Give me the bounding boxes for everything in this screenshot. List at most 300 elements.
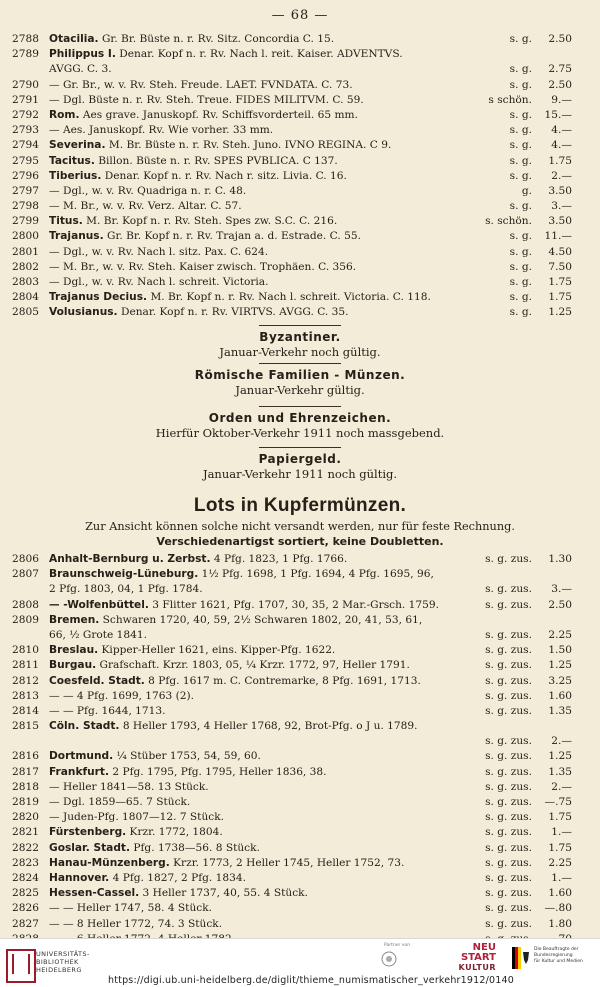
entry-description: — Juden-Pfg. 1807—12. 7 Stück. xyxy=(49,811,224,824)
entry-price: 2.50 xyxy=(548,598,572,611)
section-subtitle: Hierfür Oktober-Verkehr 1911 noch massgebend. xyxy=(155,426,445,440)
entry-quality: s. g. xyxy=(509,306,532,319)
entry-text xyxy=(49,229,482,244)
section-subtitle: Januar-Verkehr 1911 noch gültig. xyxy=(202,467,398,481)
catalog-entry xyxy=(12,138,572,153)
entry-description: 4 Pfg. 1823, 1 Pfg. 1766. xyxy=(213,553,348,565)
entry-quality: s. g. zus. xyxy=(485,659,532,672)
entry-quality: s. g. xyxy=(509,260,532,273)
entry-price: 11.— xyxy=(544,230,572,243)
catalog-entry-continuation xyxy=(12,628,572,643)
entry-text xyxy=(49,689,482,704)
catalog-entry xyxy=(12,886,572,901)
entry-text xyxy=(49,260,482,275)
catalog-list-roman xyxy=(12,32,572,321)
entry-quality: s. g. xyxy=(509,124,532,137)
entry-price: 4.50 xyxy=(548,245,572,258)
section-rule xyxy=(259,325,341,326)
entry-quality: s. g. zus. xyxy=(485,780,532,793)
lots-note: Zur Ansicht können solche nicht versandt werden, nur für feste Rechnung. xyxy=(85,520,515,533)
entry-number: 2793 xyxy=(12,124,39,137)
entry-quality: s. g. xyxy=(509,230,532,243)
entry-description: — M. Br., w. v. Rv. Verz. Altar. C. 57. xyxy=(49,200,242,213)
entry-text xyxy=(49,749,482,764)
catalog-entry xyxy=(12,229,572,244)
entry-description: — Dgl., w. v. Rv. Quadriga n. r. C. 48. xyxy=(49,184,247,197)
entry-text xyxy=(49,78,482,93)
entry-price: 2.25 xyxy=(548,628,572,641)
entry-number: 2820 xyxy=(12,811,39,824)
entry-number: 2790 xyxy=(12,78,39,91)
entry-text xyxy=(49,598,482,613)
entry-price: 2.50 xyxy=(548,33,572,45)
entry-number: 2802 xyxy=(12,260,39,273)
entry-text xyxy=(49,305,482,320)
entry-quality: s. g. zus. xyxy=(485,674,532,687)
entry-description: M. Br. Kopf n. r. Rv. Steh. Spes zw. S.C. C. 216. xyxy=(86,215,338,228)
university-library-name[interactable]: UNIVERSITÄTS- BIBLIOTHEK HEIDELBERG xyxy=(36,950,90,974)
entry-number: 2814 xyxy=(12,704,39,717)
entry-number: 2818 xyxy=(12,780,39,793)
entry-number: 2803 xyxy=(12,276,39,288)
entry-text xyxy=(49,290,482,305)
entry-quality: s. g. xyxy=(509,169,532,182)
entry-name: Otacilia. xyxy=(49,33,99,45)
entry-quality: s. g. xyxy=(509,63,532,76)
entry-text xyxy=(49,841,482,856)
entry-price: —.80 xyxy=(544,902,572,915)
entry-quality: s schön. xyxy=(488,93,532,106)
entry-number: 2799 xyxy=(12,215,39,228)
entry-quality: s. g. zus. xyxy=(485,735,532,748)
entry-number: 2796 xyxy=(12,169,39,182)
entry-quality: s. g. zus. xyxy=(485,765,532,778)
entry-price: 15.— xyxy=(544,108,572,121)
entry-description: — Dgl. Büste n. r. Rv. Steh. Treue. FIDES MILITVM. C. 59. xyxy=(49,93,364,106)
section-orden xyxy=(0,406,600,440)
entry-description: 1½ Pfg. 1698, 1 Pfg. 1694, 4 Pfg. 1695, 96, xyxy=(201,568,434,581)
entry-quality: s. g. xyxy=(509,154,532,167)
entry-text xyxy=(49,184,482,199)
entry-price: 3.— xyxy=(551,583,572,596)
catalog-entry xyxy=(12,856,572,871)
entry-name: — -Wolfenbüttel. xyxy=(49,598,149,611)
catalog-entry xyxy=(12,305,572,320)
entry-name: Tiberius. xyxy=(49,169,102,182)
entry-description: 4 Pfg. 1827, 2 Pfg. 1834. xyxy=(112,871,246,884)
entry-text xyxy=(49,871,482,886)
entry-text xyxy=(49,704,482,719)
catalog-entry xyxy=(12,780,572,795)
entry-description: — M. Br., w. v. Rv. Steh. Kaiser zwisch. Trophäen. C. 356. xyxy=(49,260,357,273)
catalog-entry xyxy=(12,689,572,704)
catalog-entry xyxy=(12,810,572,825)
entry-number: 2789 xyxy=(12,48,39,61)
entry-quality: s. g. zus. xyxy=(485,553,532,565)
catalog-entry xyxy=(12,795,572,810)
entry-description: — Dgl. 1859—65. 7 Stück. xyxy=(49,796,191,808)
entry-description: Krzr. 1773, 2 Heller 1745, Heller 1752, 73. xyxy=(173,856,405,869)
lots-note-bold: Verschiedenartigst sortiert, keine Doubletten. xyxy=(156,535,444,548)
catalog-entry xyxy=(12,290,572,305)
catalog-entry xyxy=(12,214,572,229)
catalog-entry xyxy=(12,275,572,290)
entry-quality: s. g. xyxy=(509,200,532,213)
entry-price: 1.35 xyxy=(548,704,572,717)
entry-quality: s. g. xyxy=(509,276,532,288)
entry-name: Fürstenberg. xyxy=(49,826,127,839)
entry-price: 4.— xyxy=(551,139,572,152)
entry-price: 3.— xyxy=(551,200,572,213)
entry-text xyxy=(49,917,482,932)
entry-number: 2808 xyxy=(12,598,39,611)
entry-description: Gr. Br. Büste n. r. Rv. Sitz. Concordia C. 15. xyxy=(101,33,335,45)
entry-text xyxy=(49,169,482,184)
catalog-entry xyxy=(12,871,572,886)
entry-quality: s. g. xyxy=(509,78,532,91)
entry-quality: s. g. zus. xyxy=(485,871,532,884)
entry-description: 2 Pfg. 1803, 04, 1 Pfg. 1784. xyxy=(49,583,203,596)
entry-text xyxy=(49,674,482,689)
section-title: Römische Familien - Münzen. xyxy=(194,368,406,382)
catalog-entry xyxy=(12,643,572,658)
entry-quality: s. g. zus. xyxy=(485,811,532,824)
entry-number: 2819 xyxy=(12,796,39,808)
entry-name: Titus. xyxy=(49,215,83,228)
catalog-entry xyxy=(12,765,572,780)
entry-text xyxy=(49,613,482,628)
entry-name: Hannover. xyxy=(49,871,110,884)
catalog-entry xyxy=(12,245,572,260)
entry-quality: s. g. zus. xyxy=(485,644,532,657)
entry-description: — Heller 1841—58. 13 Stück. xyxy=(49,780,209,793)
page-url-link[interactable]: https://digi.ub.uni-heidelberg.de/diglit/thieme_numismatischer_verkehr1912/0140 xyxy=(108,975,515,986)
entry-text xyxy=(49,245,482,260)
section-byzantiner xyxy=(0,325,600,359)
entry-number: 2823 xyxy=(12,856,39,869)
entry-price: 1.75 xyxy=(548,841,572,854)
entry-description: Aes grave. Januskopf. Rv. Schiffsvorderteil. 65 mm. xyxy=(82,108,358,121)
entry-name: Coesfeld. Stadt. xyxy=(49,674,145,687)
entry-price: 1.75 xyxy=(548,154,572,167)
entry-name: Anhalt-Bernburg u. Zerbst. xyxy=(49,553,211,565)
entry-name: Trajanus. xyxy=(49,230,104,243)
entry-price: 1.50 xyxy=(548,644,572,657)
section-roemische-familien xyxy=(0,363,600,397)
entry-price: 3.25 xyxy=(548,674,572,687)
entry-number: 2791 xyxy=(12,93,39,106)
catalog-entry-continuation xyxy=(12,62,572,77)
entry-number: 2822 xyxy=(12,841,39,854)
entry-quality: s. g. xyxy=(509,33,532,45)
section-subtitle: Januar-Verkehr noch gültig. xyxy=(219,345,381,359)
federal-eagle-icon xyxy=(512,947,530,969)
entry-price: 1.60 xyxy=(548,887,572,900)
catalog-entry xyxy=(12,598,572,613)
entry-name: Hessen-Cassel. xyxy=(49,887,140,900)
section-papiergeld xyxy=(0,447,600,481)
catalog-entry xyxy=(12,47,572,62)
entry-name: Frankfurt. xyxy=(49,765,109,778)
entry-text xyxy=(49,199,482,214)
page-number: — 68 — xyxy=(271,8,329,23)
neustart-kultur-logo: NEU START KULTUR xyxy=(458,942,496,972)
entry-description: — — 8 Heller 1772, 74. 3 Stück. xyxy=(49,917,223,930)
entry-description: Pfg. 1738—56. 8 Stück. xyxy=(133,841,260,854)
catalog-entry xyxy=(12,917,572,932)
entry-price: 7.50 xyxy=(548,260,572,273)
entry-number: 2826 xyxy=(12,902,39,915)
section-rule xyxy=(259,406,341,407)
entry-quality: s. g. zus. xyxy=(485,856,532,869)
entry-quality: s. g. xyxy=(509,139,532,152)
entry-text xyxy=(49,62,482,77)
entry-number: 2797 xyxy=(12,184,39,197)
entry-price: 2.25 xyxy=(548,856,572,869)
entry-price: 3.50 xyxy=(548,184,572,197)
catalog-entry xyxy=(12,78,572,93)
entry-quality: s. g. zus. xyxy=(485,598,532,611)
entry-price: 1.75 xyxy=(548,276,572,288)
entry-text xyxy=(49,780,482,795)
entry-text xyxy=(49,795,482,810)
entry-name: Dortmund. xyxy=(49,750,114,763)
entry-description: — — Pfg. 1644, 1713. xyxy=(49,704,166,717)
entry-number: 2827 xyxy=(12,917,39,930)
catalog-entry-continuation xyxy=(12,582,572,597)
entry-text xyxy=(49,138,482,153)
entry-name: Severina. xyxy=(49,139,106,152)
entry-description: 2 Pfg. 1795, Pfg. 1795, Heller 1836, 38. xyxy=(112,765,327,778)
entry-price: 2.— xyxy=(551,780,572,793)
entry-description: Schwaren 1720, 40, 59, 2½ Schwaren 1802, 20, 41, 53, 61, xyxy=(102,613,423,626)
entry-description: — Aes. Januskopf. Rv. Wie vorher. 33 mm. xyxy=(49,124,274,137)
entry-description: 3 Flitter 1621, Pfg. 1707, 30, 35, 2 Mar.-Grsch. 1759. xyxy=(152,598,439,611)
bkm-label: Die Beauftragte der Bundesregierung für Kultur und Medien xyxy=(534,947,583,964)
catalog-entry xyxy=(12,567,572,582)
entry-text xyxy=(49,32,482,47)
entry-quality: g. xyxy=(521,184,532,197)
section-title: Papiergeld. xyxy=(258,452,342,466)
entry-number: 2806 xyxy=(12,553,39,565)
entry-text xyxy=(49,275,482,290)
entry-quality: s. schön. xyxy=(485,215,532,228)
entry-quality: s. g. zus. xyxy=(485,826,532,839)
entry-text xyxy=(49,628,482,643)
entry-text xyxy=(49,658,482,673)
catalog-entry xyxy=(12,552,572,567)
entry-number: 2800 xyxy=(12,230,39,243)
entry-name: Cöln. Stadt. xyxy=(49,720,120,733)
entry-number: 2794 xyxy=(12,139,39,152)
entry-number: 2817 xyxy=(12,765,39,778)
entry-price: 1.35 xyxy=(548,765,572,778)
entry-number: 2816 xyxy=(12,750,39,763)
entry-quality: s. g. zus. xyxy=(485,796,532,808)
entry-number: 2812 xyxy=(12,674,39,687)
entry-name: Volusianus. xyxy=(49,306,118,319)
entry-description: 66, ½ Grote 1841. xyxy=(49,628,147,641)
entry-price: 2.50 xyxy=(548,78,572,91)
entry-quality: s. g. xyxy=(509,108,532,121)
entry-number: 2788 xyxy=(12,33,39,45)
entry-description: — — 4 Pfg. 1699, 1763 (2). xyxy=(49,689,194,702)
entry-price: 1.25 xyxy=(548,750,572,763)
catalog-list-lots xyxy=(12,552,572,947)
entry-name: Rom. xyxy=(49,108,80,121)
catalog-entry xyxy=(12,108,572,123)
entry-description: M. Br. Kopf n. r. Rv. Nach l. schreit. Victoria. C. 118. xyxy=(150,291,431,304)
entry-description: ¼ Stüber 1753, 54, 59, 60. xyxy=(116,750,261,763)
lots-heading: Lots in Kupfermünzen. xyxy=(193,495,407,516)
entry-description: 8 Pfg. 1617 m. C. Contremarke, 8 Pfg. 1691, 1713. xyxy=(148,674,421,687)
entry-number: 2795 xyxy=(12,154,39,167)
entry-number: 2813 xyxy=(12,689,39,702)
entry-price: 2.75 xyxy=(548,63,572,76)
entry-number: 2824 xyxy=(12,871,39,884)
entry-description: Billon. Büste n. r. Rv. SPES PVBLICA. C 137. xyxy=(98,154,338,167)
catalog-entry xyxy=(12,169,572,184)
entry-description: Denar. Kopf n. r. Rv. VIRTVS. AVGG. C. 35. xyxy=(120,306,349,319)
entry-text xyxy=(49,765,482,780)
section-rule xyxy=(259,363,341,364)
entry-text xyxy=(49,552,482,567)
entry-description: AVGG. C. 3. xyxy=(49,63,112,76)
catalog-entry xyxy=(12,199,572,214)
entry-price: 9.— xyxy=(551,93,572,106)
entry-name: Tacitus. xyxy=(49,154,95,167)
entry-number: 2811 xyxy=(12,659,39,672)
entry-number: 2815 xyxy=(12,720,39,733)
entry-name: Goslar. Stadt. xyxy=(49,841,130,854)
entry-description: Denar. Kopf n. r. Rv. Nach l. reit. Kaiser. ADVENTVS. xyxy=(119,48,403,61)
entry-text xyxy=(49,886,482,901)
entry-description: 3 Heller 1737, 40, 55. 4 Stück. xyxy=(142,887,308,900)
entry-price: 1.80 xyxy=(548,917,572,930)
catalog-entry xyxy=(12,154,572,169)
entry-number: 2801 xyxy=(12,245,39,258)
entry-description: Grafschaft. Krzr. 1803, 05, ¼ Krzr. 1772, 97, Heller 1791. xyxy=(99,659,410,672)
entry-text xyxy=(49,154,482,169)
entry-description: — — Heller 1747, 58. 4 Stück. xyxy=(49,902,212,915)
entry-description: — Gr. Br., w. v. Rv. Steh. Freude. LAET. FVNDATA. C. 73. xyxy=(49,78,353,91)
entry-name: Braunschweig-Lüneburg. xyxy=(49,568,199,581)
entry-description: Kipper-Heller 1621, eins. Kipper-Pfg. 1622. xyxy=(101,644,336,657)
entry-price: 1.75 xyxy=(548,811,572,824)
entry-quality: s. g. zus. xyxy=(485,887,532,900)
catalog-entry xyxy=(12,93,572,108)
entry-name: Philippus I. xyxy=(49,48,116,61)
entry-number: 2825 xyxy=(12,887,39,900)
entry-name: Breslau. xyxy=(49,644,99,657)
entry-text xyxy=(49,93,482,108)
entry-quality: s. g. zus. xyxy=(485,841,532,854)
catalog-entry xyxy=(12,674,572,689)
entry-text xyxy=(49,825,482,840)
catalog-entry xyxy=(12,841,572,856)
catalog-entry xyxy=(12,32,572,47)
university-library-logo-icon[interactable] xyxy=(6,949,36,983)
entry-price: 1.25 xyxy=(548,306,572,319)
entry-number: 2804 xyxy=(12,291,39,304)
entry-price: 1.— xyxy=(551,826,572,839)
section-title: Orden und Ehrenzeichen. xyxy=(208,411,392,425)
catalog-entry-continuation xyxy=(12,734,572,749)
entry-price: 4.— xyxy=(551,124,572,137)
catalog-entry xyxy=(12,901,572,916)
partner-logo-icon xyxy=(378,949,400,969)
catalog-entry xyxy=(12,658,572,673)
entry-quality: s. g. xyxy=(509,245,532,258)
entry-text xyxy=(49,810,482,825)
entry-text xyxy=(49,856,482,871)
entry-price: 1.25 xyxy=(548,659,572,672)
catalog-entry xyxy=(12,260,572,275)
entry-text xyxy=(49,901,482,916)
entry-price: 1.60 xyxy=(548,689,572,702)
entry-number: 2807 xyxy=(12,568,39,581)
entry-number: 2805 xyxy=(12,306,39,319)
viewer-footer xyxy=(0,938,600,987)
partner-label: Partner von xyxy=(384,943,411,948)
entry-name: Bremen. xyxy=(49,613,100,626)
entry-number: 2821 xyxy=(12,826,39,839)
entry-text xyxy=(49,214,482,229)
entry-description: Gr. Br. Kopf n. r. Rv. Trajan a. d. Estrade. C. 55. xyxy=(107,230,361,243)
entry-quality: s. g. zus. xyxy=(485,902,532,915)
catalog-entry xyxy=(12,123,572,138)
catalog-entry xyxy=(12,613,572,628)
section-rule xyxy=(259,447,341,448)
catalog-entry xyxy=(12,184,572,199)
entry-quality: s. g. zus. xyxy=(485,917,532,930)
entry-text xyxy=(49,123,482,138)
entry-text xyxy=(49,582,482,597)
catalog-entry xyxy=(12,704,572,719)
entry-description: 8 Heller 1793, 4 Heller 1768, 92, Brot-Pfg. o J u. 1789. xyxy=(122,720,418,733)
catalog-entry xyxy=(12,749,572,764)
entry-price: 2.— xyxy=(551,735,572,748)
entry-quality: s. g. zus. xyxy=(485,750,532,763)
entry-price: 3.50 xyxy=(548,215,572,228)
entry-name: Trajanus Decius. xyxy=(49,291,148,304)
entry-description: — Dgl., w. v. Rv. Nach l. schreit. Victoria. xyxy=(49,276,269,288)
entry-description: M. Br. Büste n. r. Rv. Steh. Juno. IVNO REGINA. C 9. xyxy=(108,139,392,152)
entry-price: —.75 xyxy=(544,796,572,808)
section-title: Byzantiner. xyxy=(259,330,341,344)
entry-quality: s. g. zus. xyxy=(485,689,532,702)
entry-number: 2809 xyxy=(12,613,39,626)
entry-description: — Dgl., w. v. Rv. Nach l. sitz. Pax. C. 624. xyxy=(49,245,269,258)
entry-price: 1.30 xyxy=(548,553,572,565)
entry-description: Krzr. 1772, 1804. xyxy=(129,826,223,839)
entry-quality: s. g. xyxy=(509,291,532,304)
entry-text xyxy=(49,47,482,62)
catalog-entry xyxy=(12,825,572,840)
entry-text xyxy=(49,643,482,658)
entry-text xyxy=(49,108,482,123)
entry-name: Hanau-Münzenberg. xyxy=(49,856,170,869)
entry-name: Burgau. xyxy=(49,659,97,672)
entry-number: 2798 xyxy=(12,200,39,213)
section-subtitle: Januar-Verkehr gültig. xyxy=(235,383,365,397)
entry-price: 1.— xyxy=(551,871,572,884)
entry-text xyxy=(49,567,482,582)
entry-price: 2.— xyxy=(551,169,572,182)
entry-quality: s. g. zus. xyxy=(485,583,532,596)
entry-description: Denar. Kopf n. r. Rv. Nach r. sitz. Livia. C. 16. xyxy=(104,169,347,182)
entry-number: 2810 xyxy=(12,644,39,657)
